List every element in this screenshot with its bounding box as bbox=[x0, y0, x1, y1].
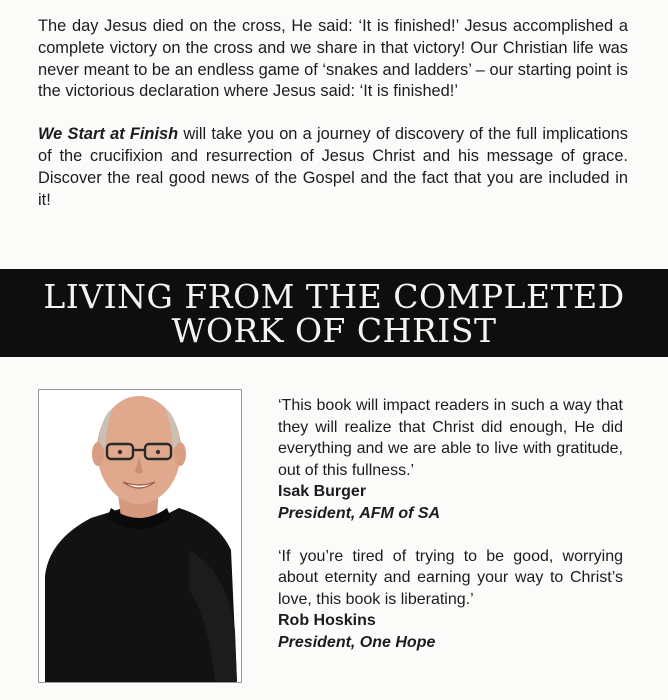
author-photo bbox=[38, 389, 242, 683]
book-title: We Start at Finish bbox=[38, 125, 179, 144]
intro-text bbox=[38, 16, 628, 211]
testimonial-author: Isak Burger bbox=[278, 483, 367, 501]
intro-paragraph-1: The day Jesus died on the cross, He said: ‘It is finished!’ Jesus accomplished a complete victory on the cross and we share in that victory! Our Christian life was never meant to be an endless game of ‘snakes and ladders’ – our starting point is the victorious declaration where Jesus said: ‘It is finished!’ bbox=[38, 17, 628, 101]
testimonial-quote: ‘This book will impact readers in such a way that they will realize that Christ did enough, He did everything and we are able to live with gratitude, out of this fullness.’ bbox=[278, 397, 623, 479]
testimonial-2 bbox=[278, 546, 623, 654]
testimonial-role: President, One Hope bbox=[278, 633, 436, 651]
banner-line-1: LIVING FROM THE COMPLETED bbox=[43, 277, 625, 316]
testimonial-role: President, AFM of SA bbox=[278, 504, 441, 522]
testimonials bbox=[278, 395, 623, 654]
intro-paragraph-2 bbox=[38, 124, 628, 211]
intro-paragraph-2-text: will take you on a journey of discovery of the full implications of the crucifixion and resurrection of Jesus Christ and his message of grace. Discover the real good news of the Gospel and the fact that you are included in it! bbox=[38, 125, 628, 209]
testimonial-author: Rob Hoskins bbox=[278, 612, 376, 630]
banner-line-2: WORK OF CHRIST bbox=[171, 311, 497, 350]
author-portrait-icon bbox=[39, 390, 241, 682]
testimonial-1 bbox=[278, 395, 623, 525]
section-banner bbox=[0, 269, 668, 357]
testimonial-quote: ‘If you’re tired of trying to be good, worrying about eternity and earning your way to Christ’s love, this book is liberating.’ bbox=[278, 547, 623, 608]
